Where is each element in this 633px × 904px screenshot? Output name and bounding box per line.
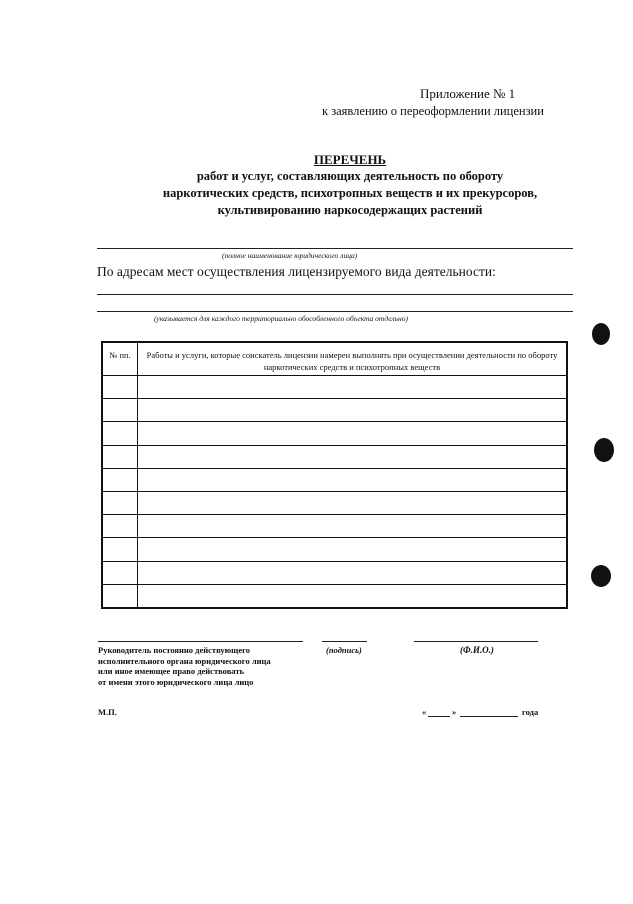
- table-header-row: [102, 342, 567, 376]
- signatory-role-line-4: от имени этого юридического лица лицо: [98, 676, 254, 687]
- table-row: [102, 399, 567, 422]
- signature-caption: (подпись): [326, 645, 362, 655]
- row-number-cell[interactable]: [102, 399, 138, 422]
- signatory-role-line-1: Руководитель постоянно действующего: [98, 645, 250, 655]
- row-number-cell[interactable]: [102, 468, 138, 491]
- table-row: [102, 468, 567, 491]
- table-row: [102, 515, 567, 538]
- signatory-role-line-2: исполнительного органа юридического лица: [98, 655, 271, 666]
- row-number-cell[interactable]: [102, 584, 138, 608]
- position-line[interactable]: [98, 641, 303, 642]
- date-day-line[interactable]: [428, 716, 450, 717]
- column-header-services: Работы и услуги, которые соискатель лицензии намерен выполнять при осуществлении деятельности по обороту наркотических средств и психотропных веществ: [138, 342, 568, 376]
- org-name-line[interactable]: [97, 248, 573, 249]
- row-service-cell[interactable]: [138, 445, 568, 468]
- row-number-cell[interactable]: [102, 561, 138, 584]
- date-month-line[interactable]: [460, 716, 518, 717]
- row-number-cell[interactable]: [102, 422, 138, 445]
- row-service-cell[interactable]: [138, 399, 568, 422]
- row-service-cell[interactable]: [138, 561, 568, 584]
- appendix-number: Приложение № 1: [420, 86, 516, 101]
- title-line-2: наркотических средств, психотропных веществ и их прекурсоров,: [162, 186, 538, 200]
- row-service-cell[interactable]: [138, 584, 568, 608]
- table-body: [102, 376, 567, 608]
- row-service-cell[interactable]: [138, 468, 568, 491]
- row-number-cell[interactable]: [102, 491, 138, 514]
- table-row: [102, 491, 567, 514]
- table-row: [102, 561, 567, 584]
- row-number-cell[interactable]: [102, 376, 138, 399]
- row-number-cell[interactable]: [102, 515, 138, 538]
- address-line-1[interactable]: [97, 294, 573, 295]
- punch-hole-mark: [592, 323, 610, 345]
- address-caption: (указывается для каждого территориально обособленного объекта отдельно): [154, 314, 409, 323]
- punch-hole-mark: [591, 565, 611, 587]
- table-row: [102, 422, 567, 445]
- signatory-role: [98, 645, 271, 687]
- punch-hole-mark: [594, 438, 614, 462]
- signatory-role-line-3: или иное имеющее право действовать: [98, 666, 244, 676]
- full-name-line[interactable]: [414, 641, 538, 642]
- row-service-cell[interactable]: [138, 491, 568, 514]
- signature-line[interactable]: [322, 641, 367, 642]
- table-row: [102, 538, 567, 561]
- table-row: [102, 445, 567, 468]
- column-header-number: № пп.: [102, 342, 138, 376]
- row-service-cell[interactable]: [138, 376, 568, 399]
- org-name-caption: (полное наименование юридического лица): [222, 251, 358, 260]
- row-number-cell[interactable]: [102, 538, 138, 561]
- row-service-cell[interactable]: [138, 515, 568, 538]
- date-close-quote: »: [452, 707, 457, 717]
- address-line-2[interactable]: [97, 311, 573, 312]
- document-title: [90, 151, 610, 219]
- date-open-quote: «: [422, 707, 427, 717]
- table-row: [102, 376, 567, 399]
- services-table: [101, 341, 568, 609]
- stamp-placeholder: М.П.: [98, 707, 117, 717]
- appendix-subtitle: к заявлению о переоформлении лицензии: [322, 104, 544, 118]
- row-number-cell[interactable]: [102, 445, 138, 468]
- row-service-cell[interactable]: [138, 422, 568, 445]
- title-line-3: культивированию наркосодержащих растений: [217, 203, 483, 217]
- address-label: По адресам мест осуществления лицензируемого вида деятельности:: [97, 264, 496, 279]
- title-main: ПЕРЕЧЕНЬ: [313, 152, 387, 167]
- full-name-caption: (Ф.И.О.): [460, 645, 494, 655]
- date-year-label: года: [522, 707, 539, 717]
- row-service-cell[interactable]: [138, 538, 568, 561]
- table-row: [102, 584, 567, 608]
- title-line-1: работ и услуг, составляющих деятельность по обороту: [196, 169, 504, 183]
